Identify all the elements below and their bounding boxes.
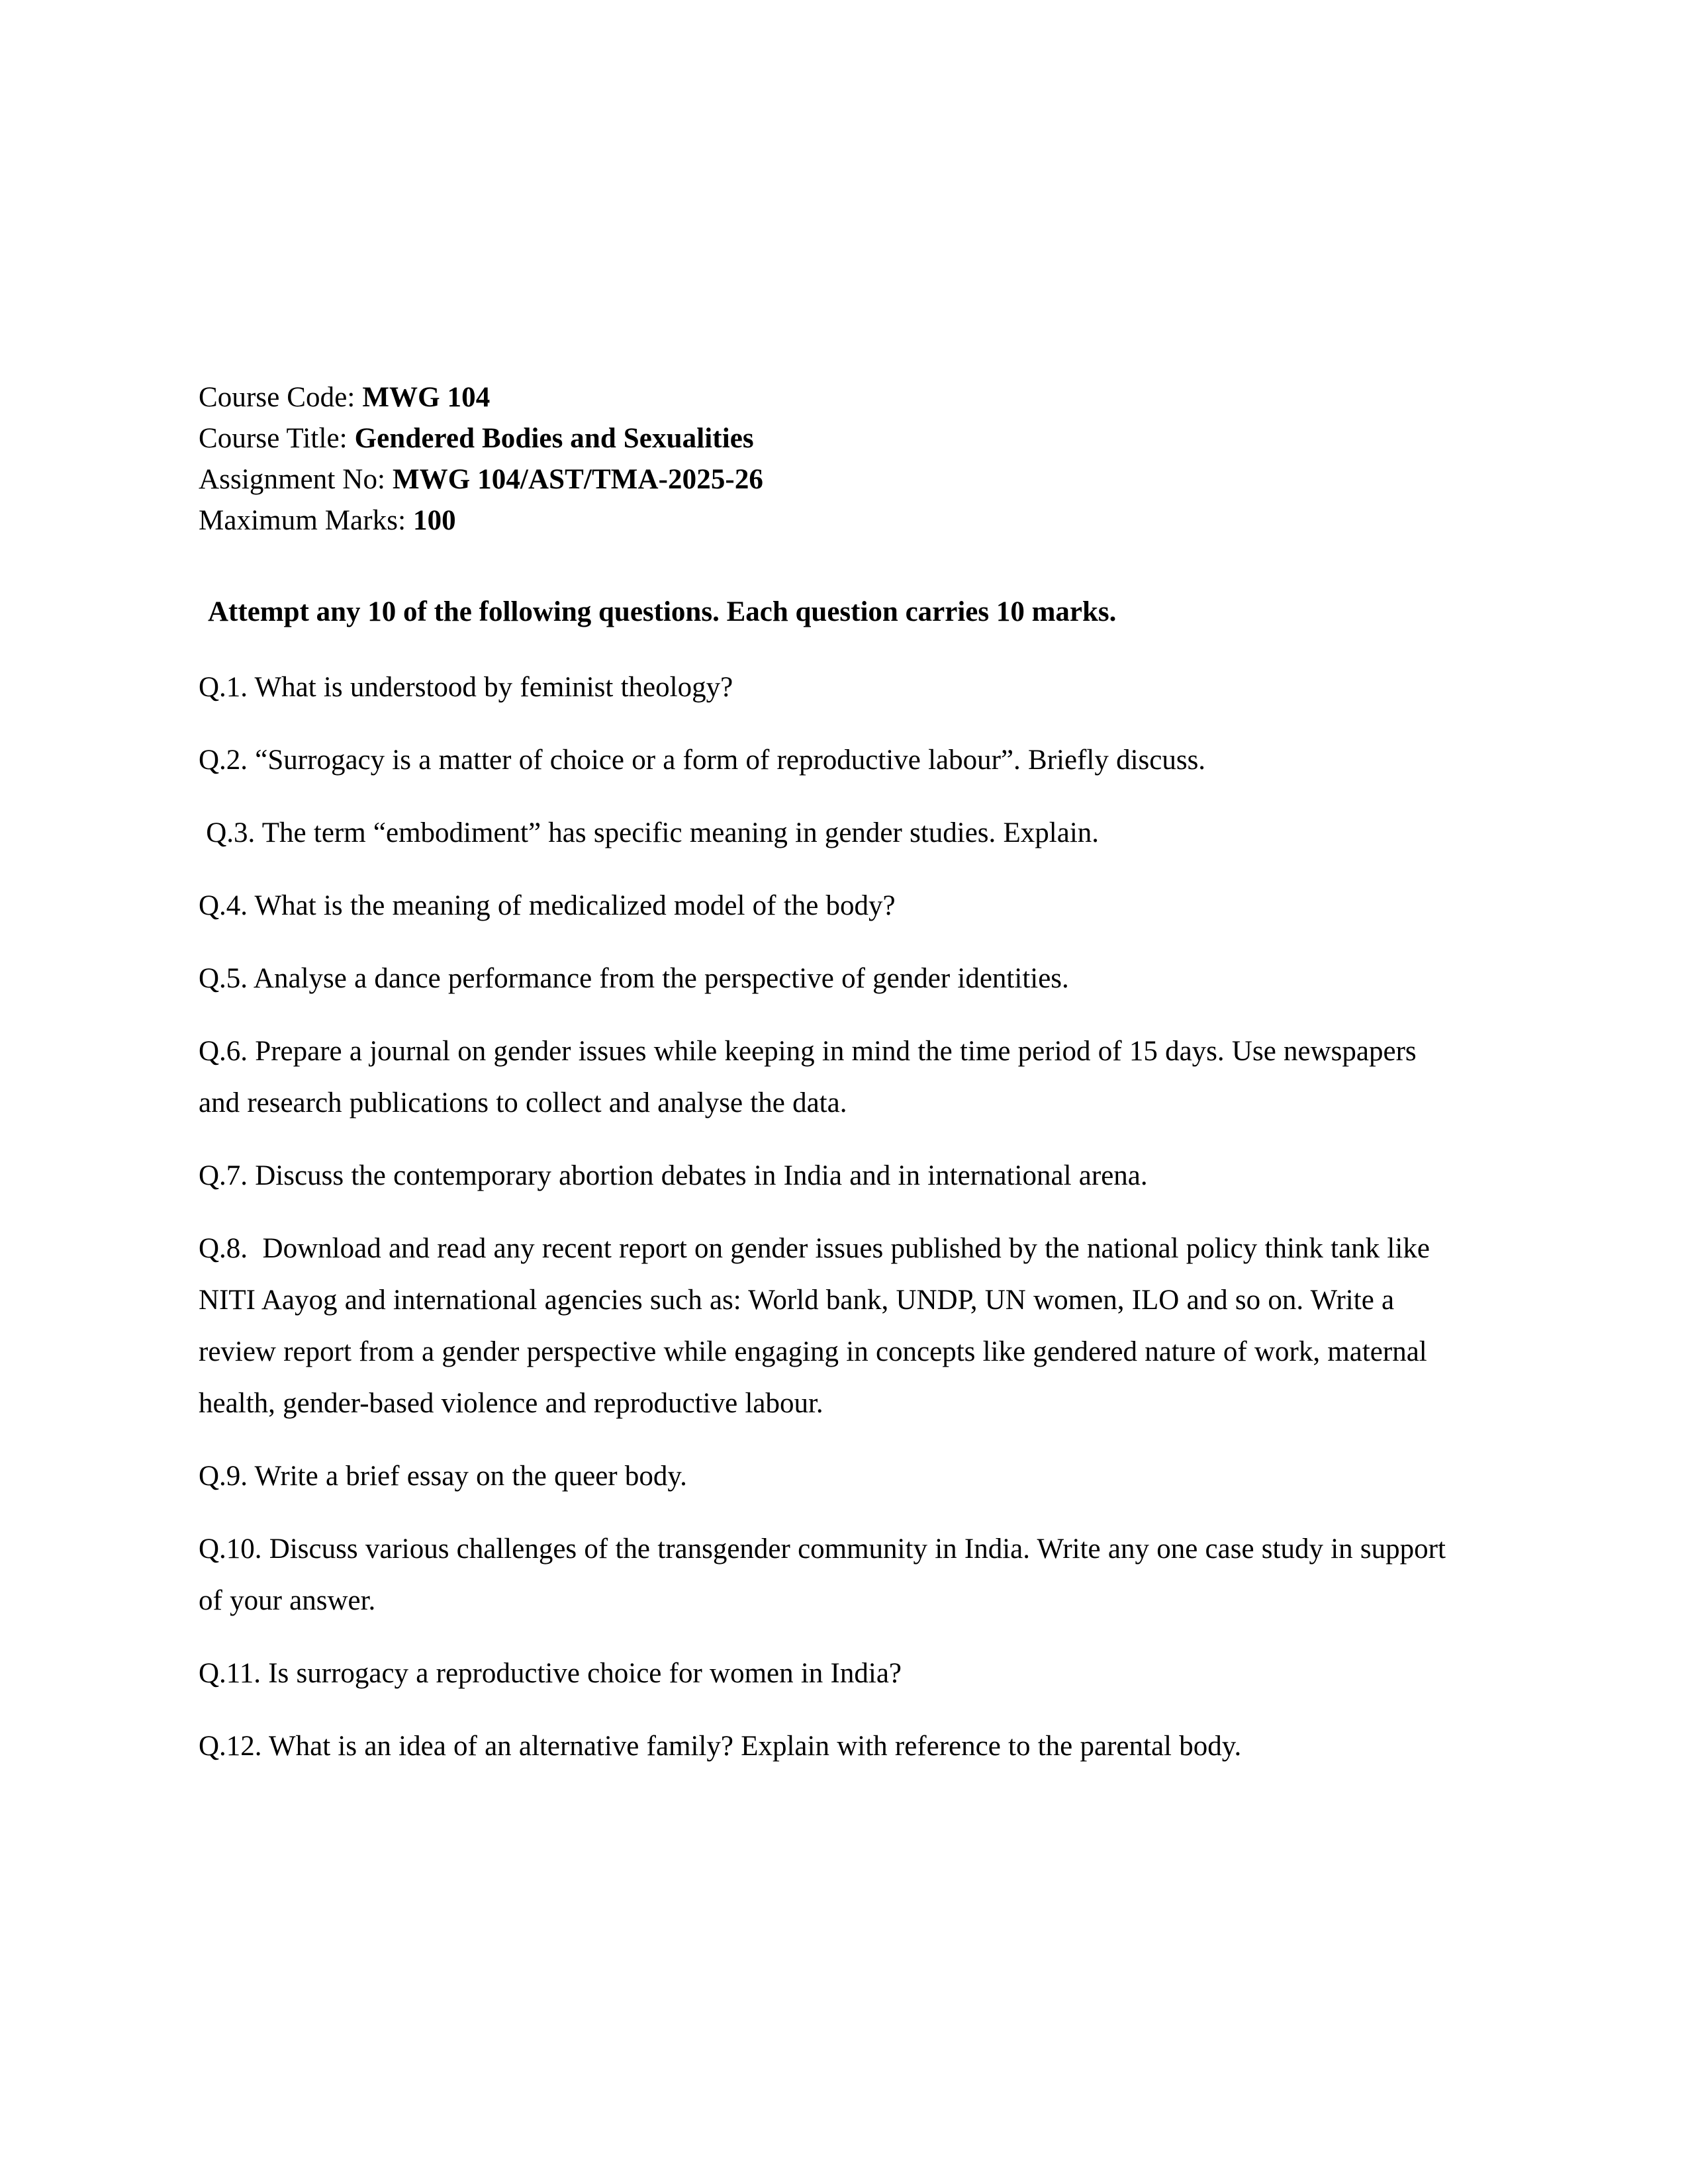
document-content: [199, 377, 1483, 1772]
meta-value-course-code: MWG 104: [362, 382, 491, 413]
meta-line-assignment-no: [199, 459, 1483, 500]
meta-value-maximum-marks: 100: [412, 505, 456, 536]
question-item-1: Q.1. What is understood by feminist theology?: [199, 672, 733, 703]
meta-line-maximum-marks: [199, 500, 1483, 541]
meta-value-course-title: Gendered Bodies and Sexualities: [354, 423, 754, 454]
questions-list: [199, 662, 1483, 1772]
instruction-line: Attempt any 10 of the following questions. Each question carries 10 marks.: [208, 596, 1117, 627]
question-item-7: Q.7. Discuss the contemporary abortion debates in India and in international arena.: [199, 1160, 1148, 1191]
assignment-header: [199, 377, 1483, 541]
question-item-10: Q.10. Discuss various challenges of the transgender community in India. Write any one case study in support of your answer.: [199, 1533, 1454, 1616]
question-item-2: Q.2. “Surrogacy is a matter of choice or a form of reproductive labour”. Briefly discuss.: [199, 745, 1206, 776]
meta-label-course-code: Course Code:: [199, 382, 363, 413]
meta-line-course-code: [199, 377, 1483, 418]
meta-line-course-title: [199, 418, 1483, 459]
question-item-11: Q.11. Is surrogacy a reproductive choice for women in India?: [199, 1658, 902, 1689]
question-item-3: Q.3. The term “embodiment” has specific meaning in gender studies. Explain.: [199, 817, 1100, 848]
question-item-6: Q.6. Prepare a journal on gender issues while keeping in mind the time period of 15 days. Use newspapers and research publications to collect and analyse the data.: [199, 1036, 1424, 1118]
question-item-4: Q.4. What is the meaning of medicalized model of the body?: [199, 890, 896, 921]
question-item-12: Q.12. What is an idea of an alternative family? Explain with reference to the parental body.: [199, 1731, 1242, 1762]
question-item-9: Q.9. Write a brief essay on the queer body.: [199, 1461, 687, 1492]
meta-label-assignment-no: Assignment No:: [199, 464, 393, 495]
meta-label-maximum-marks: Maximum Marks:: [199, 505, 413, 536]
meta-value-assignment-no: MWG 104/AST/TMA-2025-26: [392, 464, 764, 495]
question-item-8: Q.8. Download and read any recent report on gender issues published by the national policy think tank like NITI Aayog and international agencies such as: World bank, UNDP, UN women, ILO and so on. Write a review report from a gender perspective while engaging in concepts like gendered nature of work, maternal health, gender-based violence and reproductive labour.: [199, 1233, 1438, 1419]
meta-label-course-title: Course Title:: [199, 423, 355, 454]
question-item-5: Q.5. Analyse a dance performance from the perspective of gender identities.: [199, 963, 1069, 994]
